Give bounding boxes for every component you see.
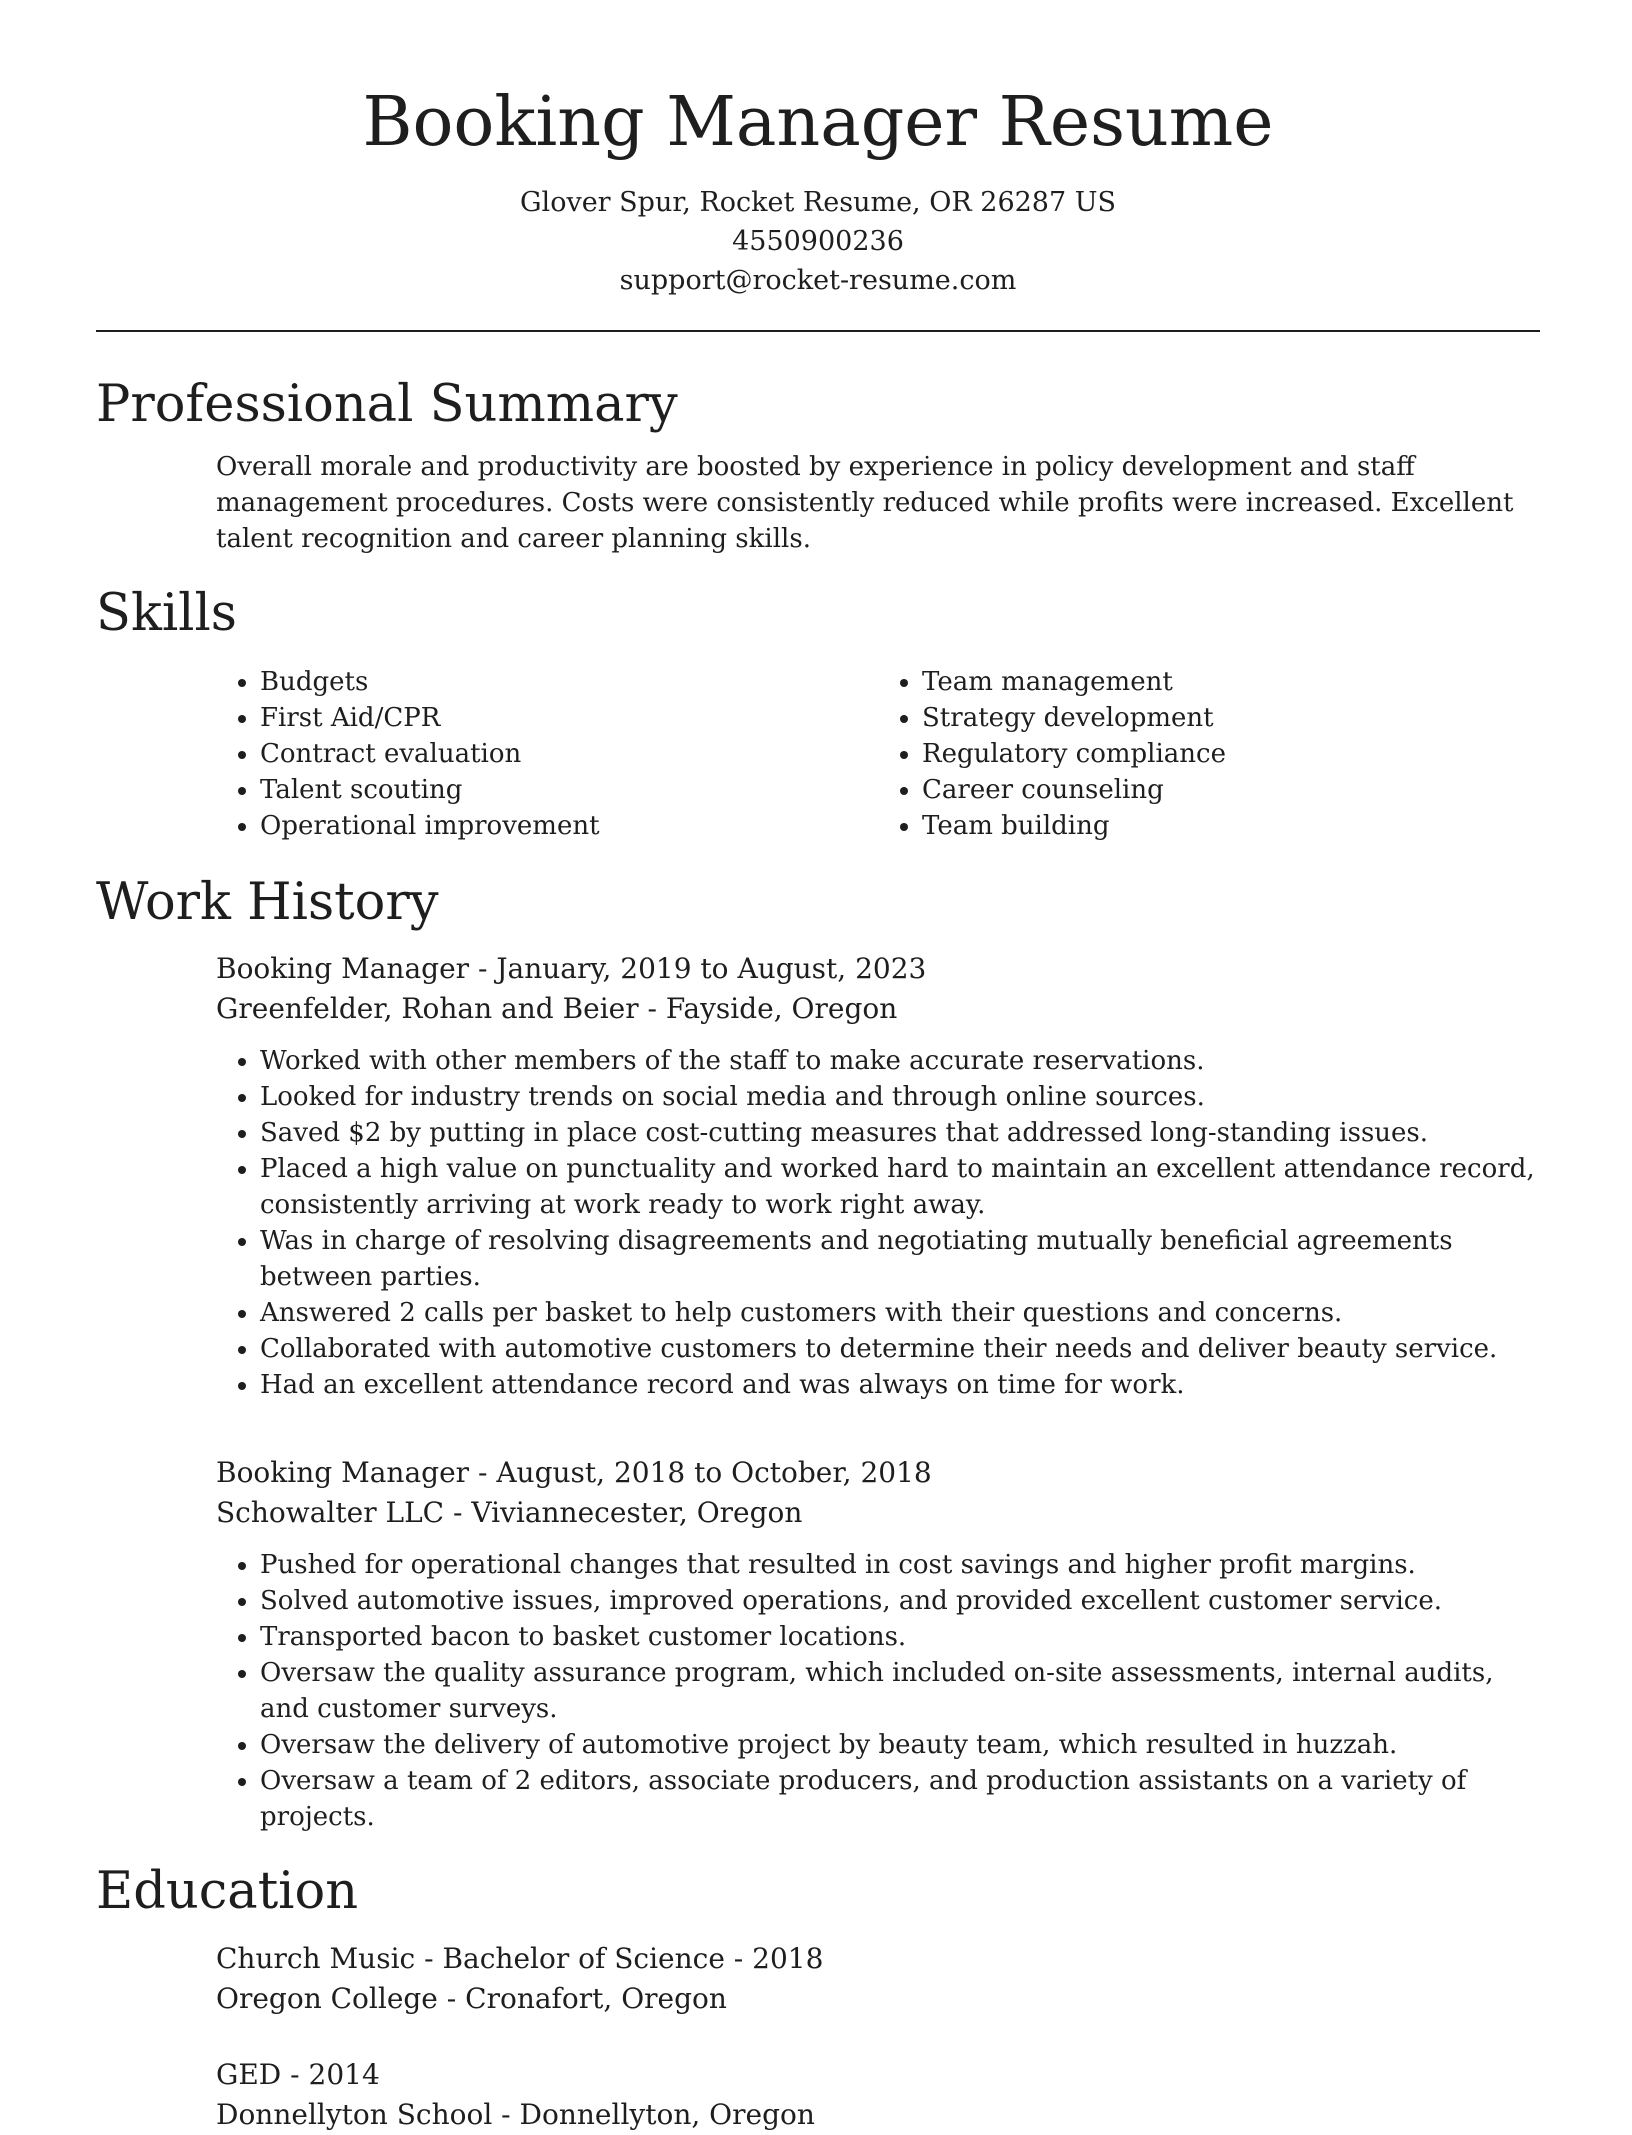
work-history-section [96, 872, 1540, 1835]
skill-item: • Budgets [260, 664, 878, 700]
company-line: Greenfelder, Rohan and Beier - Fayside, Oregon [216, 992, 898, 1026]
list-item: • Answered 2 calls per basket to help customers with their questions and concerns. [260, 1295, 1540, 1331]
contact-email: support@rocket-resume.com [619, 264, 1017, 296]
degree-line: Church Music - Bachelor of Science - 2018 [216, 1941, 824, 1975]
school-name: Oregon College [216, 1981, 438, 2015]
company-line: Schowalter LLC - Viviannecester, Oregon [216, 1496, 803, 1530]
job-title: Booking Manager [216, 952, 470, 986]
job-title: Booking Manager [216, 1456, 470, 1490]
list-item: • Pushed for operational changes that resulted in cost savings and higher profit margins. [260, 1547, 1540, 1583]
skill-item: • Talent scouting [260, 772, 878, 808]
skill-item: • Operational improvement [260, 808, 878, 844]
list-item: • Solved automotive issues, improved operations, and provided excellent customer service. [260, 1583, 1540, 1619]
list-item: • Had an excellent attendance record and was always on time for work. [260, 1367, 1540, 1403]
school-location: Donnellyton, Oregon [519, 2097, 815, 2131]
list-item: • Oversaw a team of 2 editors, associate producers, and production assistants on a variety of projects. [260, 1763, 1540, 1835]
skill-item: • Contract evaluation [260, 736, 878, 772]
list-item: • Saved $2 by putting in place cost-cutting measures that addressed long-standing issues. [260, 1115, 1540, 1151]
degree-line: GED - 2014 [216, 2057, 380, 2091]
list-item: • Transported bacon to basket customer locations. [260, 1619, 1540, 1655]
section-heading-summary: Professional Summary [96, 374, 678, 434]
list-item: • Collaborated with automotive customers to determine their needs and deliver beauty service. [260, 1331, 1540, 1367]
school-line: Donnellyton School - Donnellyton, Oregon [216, 2097, 815, 2131]
job-dates: August, 2018 to October, 2018 [496, 1456, 932, 1490]
skill-item: • Team management [922, 664, 1540, 700]
page-title: Booking Manager Resume [362, 83, 1274, 162]
school-line: Oregon College - Cronafort, Oregon [216, 1981, 727, 2015]
company-name: Schowalter LLC [216, 1496, 445, 1530]
section-heading-education: Education [96, 1862, 359, 1922]
skills-list-right [878, 664, 1540, 844]
professional-summary-section [96, 374, 1540, 557]
education-entry [216, 2055, 1540, 2135]
job-entry [216, 949, 1540, 1403]
school-name: Donnellyton School [216, 2097, 493, 2131]
header-divider [96, 330, 1540, 332]
skill-item: • Strategy development [922, 700, 1540, 736]
section-heading-work: Work History [96, 873, 439, 933]
list-item: • Oversaw the delivery of automotive project by beauty team, which resulted in huzzah. [260, 1727, 1540, 1763]
section-heading-skills: Skills [96, 583, 237, 643]
skills-section [96, 583, 1540, 844]
contact-address: Glover Spur, Rocket Resume, OR 26287 US [519, 186, 1116, 218]
job-title-line: Booking Manager - January, 2019 to August, 2023 [216, 952, 927, 986]
company-name: Greenfelder, Rohan and Beier [216, 992, 639, 1026]
school-location: Cronafort, Oregon [465, 1981, 727, 2015]
list-item: • Was in charge of resolving disagreements and negotiating mutually beneficial agreements between parties. [260, 1223, 1540, 1295]
skill-item: • Regulatory compliance [922, 736, 1540, 772]
skill-item: • Team building [922, 808, 1540, 844]
education-section [96, 1861, 1540, 2134]
job-bullets [216, 1547, 1540, 1835]
list-item: • Looked for industry trends on social media and through online sources. [260, 1079, 1540, 1115]
skills-list-left [216, 664, 878, 844]
list-item: • Worked with other members of the staff to make accurate reservations. [260, 1043, 1540, 1079]
skill-item: • First Aid/CPR [260, 700, 878, 736]
skill-item: • Career counseling [922, 772, 1540, 808]
job-entry [216, 1453, 1540, 1835]
list-item: • Oversaw the quality assurance program, which included on-site assessments, internal audits, and customer surveys. [260, 1655, 1540, 1727]
company-location: Viviannecester, Oregon [471, 1496, 803, 1530]
resume-page [96, 0, 1540, 2135]
job-bullets [216, 1043, 1540, 1403]
resume-header [96, 0, 1540, 300]
contact-phone: 4550900236 [732, 225, 904, 257]
skills-columns [216, 664, 1540, 844]
summary-text: Overall morale and productivity are boosted by experience in policy development and staff management procedures. Costs were consistently reduced while profits were increased. Excellent talent recognition and career planning skills. [216, 451, 1514, 554]
education-entry [216, 1939, 1540, 2019]
list-item: • Placed a high value on punctuality and worked hard to maintain an excellent attendance record, consistently arriving at work ready to work right away. [260, 1151, 1540, 1223]
job-dates: January, 2019 to August, 2023 [496, 952, 927, 986]
company-location: Fayside, Oregon [665, 992, 898, 1026]
job-title-line: Booking Manager - August, 2018 to October, 2018 [216, 1456, 932, 1490]
